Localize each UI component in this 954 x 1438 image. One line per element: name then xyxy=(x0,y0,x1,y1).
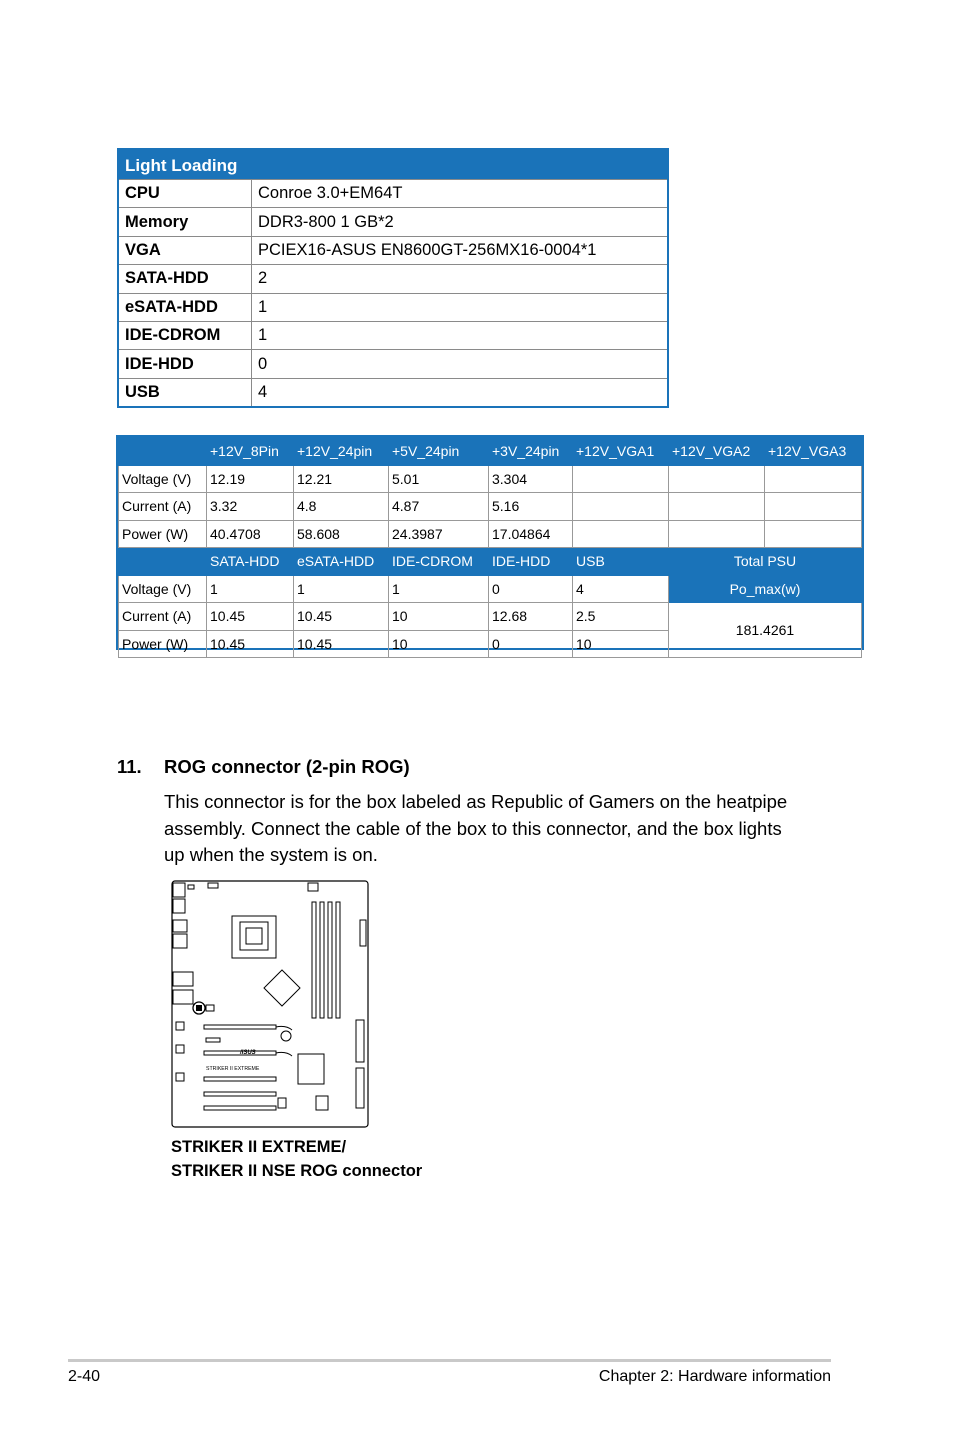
total-psu-header: Total PSU xyxy=(669,548,862,576)
table-cell: 5.16 xyxy=(489,493,573,521)
column-header xyxy=(119,548,207,576)
row-label: Voltage (V) xyxy=(119,575,207,603)
table-cell xyxy=(765,520,862,548)
spec-label: CPU xyxy=(119,180,252,208)
motherboard-diagram xyxy=(170,880,370,1128)
power-header-row xyxy=(119,438,862,466)
row-label: Voltage (V) xyxy=(119,465,207,493)
spec-value: DDR3-800 1 GB*2 xyxy=(252,208,668,236)
table-cell: 10 xyxy=(573,630,669,658)
table-cell: 10 xyxy=(389,603,489,631)
column-header: USB xyxy=(573,548,669,576)
table-cell xyxy=(765,493,862,521)
light-loading-row xyxy=(119,321,667,349)
caption-line: STRIKER II NSE ROG connector xyxy=(171,1162,423,1180)
table-cell: 3.32 xyxy=(207,493,294,521)
table-cell: 0 xyxy=(489,630,573,658)
row-label: Power (W) xyxy=(119,520,207,548)
row-label: Current (A) xyxy=(119,603,207,631)
spec-value: 1 xyxy=(252,321,668,349)
column-header: +12V_8Pin xyxy=(207,438,294,466)
light-loading-row xyxy=(119,265,667,293)
table-cell: 5.01 xyxy=(389,465,489,493)
table-cell: 10.45 xyxy=(294,603,389,631)
body-line: This connector is for the box labeled as Republic of Gamers on the heatpipe xyxy=(164,791,788,812)
spec-value: Conroe 3.0+EM64T xyxy=(252,180,668,208)
column-header: SATA-HDD xyxy=(207,548,294,576)
light-loading-row xyxy=(119,180,667,208)
board-label: STRIKER II EXTREME xyxy=(206,1066,260,1072)
spec-value: 4 xyxy=(252,378,668,406)
section-body xyxy=(164,789,787,869)
column-header: +12V_VGA2 xyxy=(669,438,765,466)
spec-label: IDE-CDROM xyxy=(119,321,252,349)
table-cell: 10.45 xyxy=(207,603,294,631)
column-header: +12V_24pin xyxy=(294,438,389,466)
table-cell xyxy=(573,520,669,548)
table-cell: 4 xyxy=(573,575,669,603)
table-cell: 12.19 xyxy=(207,465,294,493)
spec-value: 1 xyxy=(252,293,668,321)
column-header: eSATA-HDD xyxy=(294,548,389,576)
power-row xyxy=(119,520,862,548)
po-max-header: Po_max(w) xyxy=(669,575,862,603)
asus-logo: /ISUS xyxy=(240,1050,256,1056)
light-loading-row xyxy=(119,236,667,264)
power-row xyxy=(119,575,862,603)
table-cell xyxy=(573,493,669,521)
total-psu-value: 181.4261 xyxy=(669,603,862,658)
spec-label: eSATA-HDD xyxy=(119,293,252,321)
power-header-row xyxy=(119,548,862,576)
column-header: +3V_24pin xyxy=(489,438,573,466)
table-cell: 2.5 xyxy=(573,603,669,631)
table-cell xyxy=(765,465,862,493)
light-loading-row xyxy=(119,350,667,378)
table-cell: 4.8 xyxy=(294,493,389,521)
column-header: IDE-HDD xyxy=(489,548,573,576)
spec-label: SATA-HDD xyxy=(119,265,252,293)
row-label: Current (A) xyxy=(119,493,207,521)
table-cell: 10.45 xyxy=(294,630,389,658)
spec-value: 0 xyxy=(252,350,668,378)
light-loading-title: Light Loading xyxy=(119,150,667,179)
table-cell: 4.87 xyxy=(389,493,489,521)
page-number: 2-40 xyxy=(68,1368,101,1385)
table-cell: 40.4708 xyxy=(207,520,294,548)
board-outline xyxy=(172,881,368,1127)
body-line: assembly. Connect the cable of the box to this connector, and the box lights xyxy=(164,817,782,839)
caption-line: STRIKER II EXTREME/ xyxy=(171,1138,347,1156)
power-row xyxy=(119,465,862,493)
table-cell: 10 xyxy=(389,630,489,658)
power-row xyxy=(119,603,862,631)
light-loading-row xyxy=(119,378,667,406)
spec-label: USB xyxy=(119,378,252,406)
footer-rule xyxy=(68,1359,831,1362)
light-loading-table xyxy=(117,148,669,408)
power-row xyxy=(119,493,862,521)
table-cell xyxy=(573,465,669,493)
spec-label: IDE-HDD xyxy=(119,350,252,378)
diagram-caption xyxy=(171,1135,422,1183)
table-cell xyxy=(669,493,765,521)
table-cell: 58.608 xyxy=(294,520,389,548)
spec-value: 2 xyxy=(252,265,668,293)
table-cell: 1 xyxy=(207,575,294,603)
light-loading-row xyxy=(119,293,667,321)
table-cell: 3.304 xyxy=(489,465,573,493)
row-label: Power (W) xyxy=(119,630,207,658)
light-loading-rows xyxy=(119,179,667,406)
column-header: +12V_VGA3 xyxy=(765,438,862,466)
chapter-title: Chapter 2: Hardware information xyxy=(598,1368,831,1385)
section-title: ROG connector (2-pin ROG) xyxy=(164,756,410,777)
section-number: 11. xyxy=(117,756,142,777)
spec-label: VGA xyxy=(119,236,252,264)
table-cell xyxy=(669,465,765,493)
power-table xyxy=(116,435,864,650)
table-cell: 1 xyxy=(294,575,389,603)
spec-value: PCIEX16-ASUS EN8600GT-256MX16-0004*1 xyxy=(252,236,668,264)
table-cell xyxy=(669,520,765,548)
table-cell: 12.21 xyxy=(294,465,389,493)
body-line: up when the system is on. xyxy=(164,844,378,865)
column-header: +12V_VGA1 xyxy=(573,438,669,466)
column-header: IDE-CDROM xyxy=(389,548,489,576)
table-cell: 1 xyxy=(389,575,489,603)
spec-label: Memory xyxy=(119,208,252,236)
table-cell: 24.3987 xyxy=(389,520,489,548)
table-cell: 10.45 xyxy=(207,630,294,658)
column-header: +5V_24pin xyxy=(389,438,489,466)
table-cell: 0 xyxy=(489,575,573,603)
light-loading-row xyxy=(119,208,667,236)
table-cell: 12.68 xyxy=(489,603,573,631)
column-header xyxy=(119,438,207,466)
table-cell: 17.04864 xyxy=(489,520,573,548)
